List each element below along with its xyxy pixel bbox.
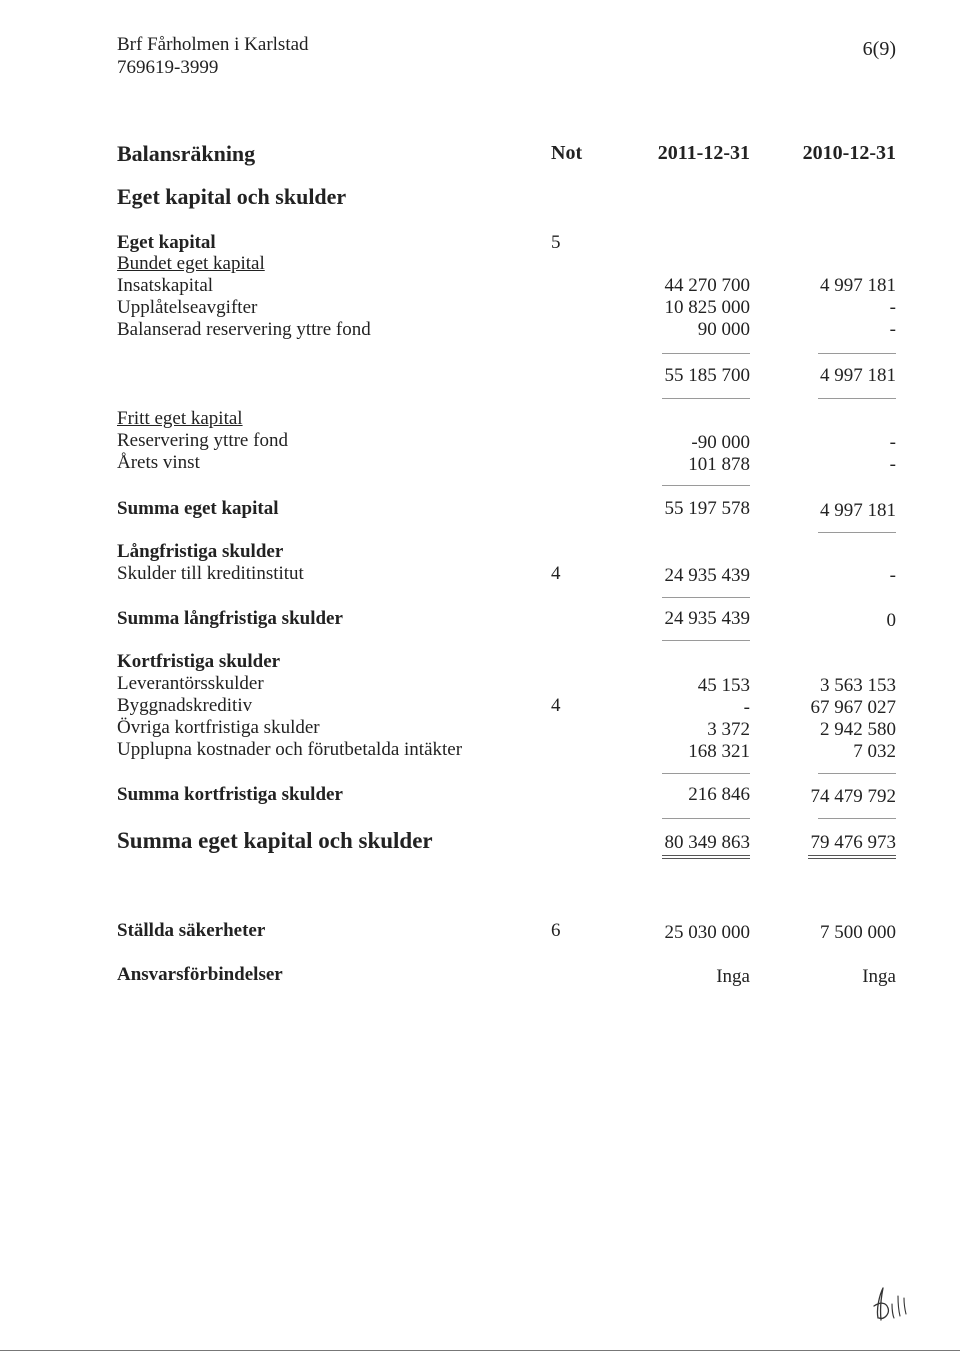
- page-number: 6(9): [862, 38, 896, 60]
- sum-rule: [818, 818, 896, 819]
- sum-rule: [662, 818, 750, 819]
- subgroup-heading: Fritt eget kapital: [117, 408, 243, 429]
- sum-2011: 24 935 439: [664, 608, 750, 629]
- note-column-header: Not: [551, 142, 583, 164]
- value-2010: 67 967 027: [810, 697, 896, 718]
- sum-rule: [662, 640, 750, 641]
- contingent-liabilities-label: Ansvarsförbindelser: [117, 964, 283, 985]
- value-2011: -: [743, 697, 750, 718]
- sum-label: Summa långfristiga skulder: [117, 608, 343, 629]
- statement-title: Balansräkning: [117, 141, 256, 166]
- sum-2011: 216 846: [688, 784, 750, 805]
- value-2010: 7 032: [853, 741, 896, 762]
- sum-rule: [818, 773, 896, 774]
- value-2011: -90 000: [691, 432, 750, 453]
- total-rule: [662, 855, 750, 856]
- pledged-assets-label: Ställda säkerheter: [117, 920, 266, 941]
- value-2011: 90 000: [697, 319, 750, 340]
- value-2011: 44 270 700: [664, 275, 750, 296]
- value-2011: 45 153: [697, 675, 750, 696]
- row-label: Reservering yttre fond: [117, 430, 288, 451]
- sum-2010: 74 479 792: [810, 786, 896, 807]
- subtotal-2010: 4 997 181: [820, 365, 896, 386]
- group-heading: Eget kapital: [117, 232, 216, 253]
- total-rule: [808, 858, 896, 859]
- value-2011: 24 935 439: [664, 565, 750, 586]
- row-label: Balanserad reservering yttre fond: [117, 319, 371, 340]
- note-ref: 6: [551, 920, 561, 941]
- sum-rule: [662, 773, 750, 774]
- sum-rule: [662, 485, 750, 486]
- sum-2010: 0: [886, 610, 896, 631]
- total-rule: [662, 858, 750, 859]
- contingent-liabilities-2010: Inga: [862, 966, 896, 987]
- value-2011: 101 878: [688, 454, 750, 475]
- pledged-assets-2010: 7 500 000: [820, 922, 896, 943]
- sum-rule: [662, 353, 750, 354]
- row-label: Upplåtelseavgifter: [117, 297, 258, 318]
- sum-rule: [818, 532, 896, 533]
- value-2010: -: [889, 297, 896, 318]
- value-2010: -: [889, 454, 896, 475]
- note-ref: 4: [551, 695, 561, 716]
- value-2010: -: [889, 565, 896, 586]
- value-2011: 3 372: [707, 719, 750, 740]
- column-header-2011: 2011-12-31: [657, 142, 750, 164]
- note-ref: 4: [551, 563, 561, 584]
- group-heading: Kortfristiga skulder: [117, 651, 281, 672]
- sum-label: Summa eget kapital: [117, 498, 279, 519]
- row-label: Leverantörsskulder: [117, 673, 264, 694]
- sum-rule: [662, 398, 750, 399]
- handwritten-initials: [868, 1282, 914, 1326]
- value-2010: -: [889, 432, 896, 453]
- total-label: Summa eget kapital och skulder: [117, 828, 433, 853]
- total-rule: [808, 855, 896, 856]
- sum-label: Summa kortfristiga skulder: [117, 784, 343, 805]
- total-2010: 79 476 973: [810, 832, 896, 853]
- note-ref: 5: [551, 232, 561, 253]
- subtotal-2011: 55 185 700: [664, 365, 750, 386]
- row-label: Årets vinst: [117, 452, 200, 473]
- row-label: Upplupna kostnader och förutbetalda intäkter: [117, 739, 463, 760]
- row-label: Insatskapital: [117, 275, 214, 296]
- group-heading: Långfristiga skulder: [117, 541, 284, 562]
- value-2010: 2 942 580: [820, 719, 896, 740]
- contingent-liabilities-2011: Inga: [716, 966, 750, 987]
- sum-rule: [818, 398, 896, 399]
- column-header-2010: 2010-12-31: [802, 142, 896, 164]
- section-title: Eget kapital och skulder: [117, 184, 347, 209]
- row-label: Övriga kortfristiga skulder: [117, 717, 320, 738]
- value-2011: 168 321: [688, 741, 750, 762]
- subgroup-heading: Bundet eget kapital: [117, 253, 265, 274]
- row-label: Byggnadskreditiv: [117, 695, 253, 716]
- row-label: Skulder till kreditinstitut: [117, 563, 304, 584]
- pledged-assets-2011: 25 030 000: [664, 922, 750, 943]
- value-2010: 3 563 153: [820, 675, 896, 696]
- sum-rule: [818, 353, 896, 354]
- org-number: 769619-3999: [117, 57, 219, 78]
- value-2011: 10 825 000: [664, 297, 750, 318]
- total-2011: 80 349 863: [664, 832, 750, 853]
- sum-2010: 4 997 181: [820, 500, 896, 521]
- value-2010: -: [889, 319, 896, 340]
- value-2010: 4 997 181: [820, 275, 896, 296]
- sum-2011: 55 197 578: [664, 498, 750, 519]
- sum-rule: [662, 597, 750, 598]
- org-name: Brf Fårholmen i Karlstad: [117, 34, 309, 55]
- page-bottom-edge: [0, 1350, 960, 1351]
